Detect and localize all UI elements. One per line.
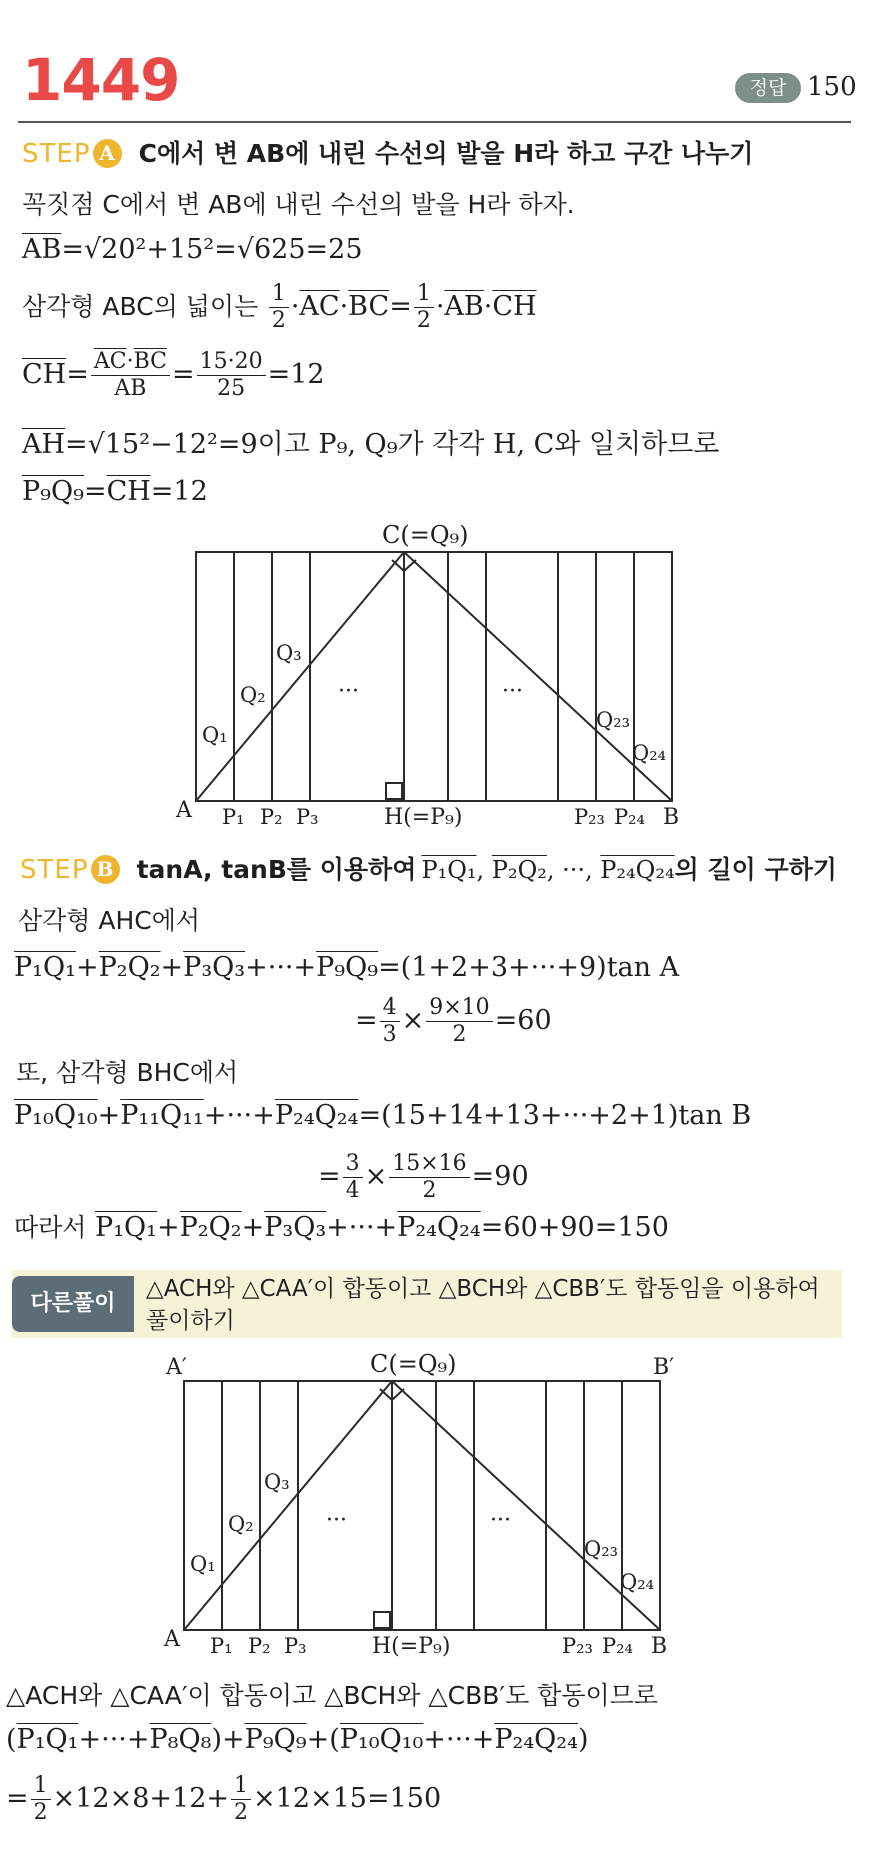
ab-segment: $\overline{AB}$ (22, 234, 62, 265)
calc1-frac (380, 996, 400, 1047)
d2-label-b: B (651, 1634, 668, 1659)
ah-equation (22, 429, 719, 461)
alt-result-line (6, 1774, 441, 1825)
step-b-item-2: P₂Q₂ (491, 856, 547, 884)
step-a-line1: 꼭짓점 C에서 변 AB에 내린 수선의 발을 H라 하자. (22, 190, 575, 219)
ah-segment: $\overline{AH}$ (22, 429, 66, 460)
step-b-tag: STEP (20, 855, 89, 885)
step-b-heading: STEP B tanA, tanB를 이용하여 P₁Q₁, P₂Q₂, ···, P₂₄Q₂₄의 길이 구하기 (20, 855, 837, 885)
area-equation: 삼각형 ABC의 넓이는 $\frac{1}{2}$ $\cdot\overline{AC}\cdot\overline{BC}=$ $\frac{1}{2}$ $\cdot\overline{AB}\cdot\overline{CH}$ (22, 281, 537, 333)
ch-equation: $\overline{CH}=$ $\frac{\overline{AC}\cdot\overline{BC}}{AB}$ = $\frac{15\cdot 20}{25}$ =12 (22, 349, 325, 401)
d1-label-p24: P₂₄ (614, 805, 645, 829)
alt-half-2 (231, 1774, 251, 1825)
calc2-den: 4 (345, 1178, 360, 1203)
d2-label-q1: Q₁ (190, 1552, 216, 1576)
ah-rhs: =√15²−12²=9이고 P₉, Q₉가 각각 H, C와 일치하므로 (65, 429, 720, 460)
d2-label-q23: Q₂₃ (584, 1537, 619, 1561)
header-divider (18, 121, 851, 123)
d1-label-q2: Q₂ (240, 683, 266, 707)
d1-label-q24: Q₂₄ (632, 741, 667, 765)
d1-label-q3: Q₃ (276, 641, 302, 665)
calc2-frac (343, 1152, 363, 1203)
alt-solution-badge: 다른풀이 (12, 1276, 134, 1332)
d1-label-p1: P₁ (222, 805, 245, 829)
ch-den2: 25 (217, 376, 246, 401)
d1-right-angle-h (386, 783, 402, 799)
d2-label-c: C(=Q₉) (370, 1350, 457, 1378)
calc1-num2: 9×10 (426, 996, 492, 1022)
sum2-t3: P₂₄Q₂₄ (274, 1100, 359, 1131)
step-b-title-post: 의 길이 구하기 (674, 855, 837, 884)
half-den: 2 (271, 308, 286, 333)
ch-frac-den: AB (114, 376, 147, 401)
d2-rectangle (184, 1381, 660, 1630)
total-prefix: 따라서 (14, 1213, 87, 1242)
alt-result-end: ×12×15=150 (253, 1783, 442, 1814)
step-b-title-pre: tanA, tanB를 이용하여 (136, 855, 417, 884)
d2-label-bprime: B′ (653, 1355, 675, 1380)
alt-sum-line: (P₁Q₁+···+P₈Q₈)+P₉Q₉+(P₁₀Q₁₀+···+P₂₄Q₂₄) (6, 1724, 589, 1755)
d2-label-p24: P₂₄ (602, 1634, 633, 1658)
alt-result-pre: = (6, 1783, 29, 1814)
ac-segment: $\overline{AC}$ (299, 291, 340, 322)
total-t4: P₂₄Q₂₄ (397, 1212, 481, 1243)
total-t2: P₂Q₂ (179, 1212, 242, 1243)
ab-rhs: =√20²+15²=√625=25 (61, 234, 363, 265)
calc2-num: 3 (343, 1152, 363, 1178)
calc2-result: =90 (471, 1161, 529, 1192)
d2-right-angle-h (374, 1612, 390, 1628)
d2-label-h: H(=P₉) (372, 1634, 451, 1659)
calc1-den2: 2 (452, 1022, 467, 1047)
sum1-t3: P₃Q₃ (183, 952, 246, 983)
d1-label-b: B (663, 805, 680, 830)
d2-dots-right: ··· (490, 1508, 511, 1533)
half-num: 1 (269, 282, 289, 308)
pq9-segment: P₉Q₉ (22, 476, 84, 507)
alt-half-2-num: 1 (231, 1774, 251, 1800)
d2-label-a: A (164, 1627, 180, 1652)
d1-label-q23: Q₂₃ (596, 708, 631, 732)
answer-badge: 정답 (735, 73, 801, 103)
d1-dots-left: ··· (338, 679, 359, 704)
step-b-item-1: P₁Q₁ (421, 856, 477, 884)
alt-solution-title: △ACH와 △CAA′이 합동이고 △BCH와 △CBB′도 합동임을 이용하여 풀이하기 (146, 1276, 820, 1334)
d2-label-p23: P₂₃ (562, 1634, 593, 1658)
d2-label-aprime: A′ (166, 1355, 187, 1380)
half-den-2: 2 (416, 308, 431, 333)
step-b-letter: B (91, 855, 120, 884)
d1-label-h: H(=P₉) (384, 805, 463, 830)
alt-t5: P₂₄Q₂₄ (494, 1724, 578, 1755)
sum2-t1: P₁₀Q₁₀ (14, 1100, 98, 1131)
alt-line1: △ACH와 △CAA′이 합동이고 △BCH와 △CBB′도 합동이므로 (6, 1681, 658, 1710)
half-fraction-2 (414, 282, 434, 333)
area-prefix: 삼각형 ABC의 넓이는 (22, 292, 259, 321)
calc1-den: 3 (382, 1022, 397, 1047)
diagram-1 (0, 515, 886, 835)
ch-fraction: $\frac{\overline{AC}\cdot\overline{BC}}{AB}$ (91, 350, 170, 401)
d2-vertical-lines (222, 1381, 622, 1630)
step-a-heading (22, 134, 753, 170)
calc1-num: 4 (380, 996, 400, 1022)
alt-t1: P₁Q₁ (16, 1724, 79, 1755)
alt-t3: P₉Q₉ (244, 1724, 307, 1755)
d1-label-p3: P₃ (296, 805, 319, 829)
step-a-letter: A (93, 139, 122, 168)
bc-segment: $\overline{BC}$ (348, 291, 390, 322)
pq9-eq: = (83, 476, 107, 507)
sum1-t2: P₂Q₂ (98, 952, 161, 983)
alt-t4: P₁₀Q₁₀ (339, 1724, 424, 1755)
d1-dots-right: ··· (502, 679, 523, 704)
d1-label-q1: Q₁ (202, 723, 228, 747)
sum1-rhs: =(1+2+3+···+9)tan A (378, 952, 680, 983)
ab-equation (22, 234, 363, 266)
ahc-line: 삼각형 AHC에서 (18, 906, 201, 935)
ab-segment-2: $\overline{AB}$ (444, 291, 484, 322)
d2-label-p1: P₁ (210, 1634, 233, 1658)
calc2-frac2 (389, 1152, 469, 1203)
alt-t2: P₈Q₈ (149, 1724, 212, 1755)
d2-label-p3: P₃ (284, 1634, 307, 1658)
alt-half-1-num: 1 (31, 1774, 51, 1800)
d1-label-p2: P₂ (260, 805, 283, 829)
problem-number: 1449 (22, 46, 180, 114)
sum2-rhs: =(15+14+13+···+2+1)tan B (358, 1100, 752, 1131)
pq9-result: =12 (150, 476, 208, 507)
ch-frac-bc: $\overline{BC}$ (133, 349, 167, 374)
diagram-2 (0, 1344, 886, 1664)
alt-half-1-den: 2 (33, 1800, 48, 1825)
d2-label-q3: Q₃ (264, 1470, 290, 1494)
d1-label-p23: P₂₃ (574, 805, 605, 829)
calc1-frac2 (426, 996, 492, 1047)
sum2-t2: P₁₁Q₁₁ (120, 1100, 204, 1131)
step-a-tag: STEP (22, 139, 91, 169)
d1-rectangle (196, 552, 672, 801)
d1-label-c: C(=Q₉) (382, 521, 469, 549)
d1-vertical-lines (234, 552, 634, 801)
calc2-den2: 2 (422, 1178, 437, 1203)
pq9-ch: $\overline{CH}$ (106, 476, 151, 507)
d2-side-ac (184, 1381, 392, 1630)
ch-segment: $\overline{CH}$ (492, 291, 537, 322)
calc2-line: = $\frac{3}{4}$ × $\frac{15\times 16}{2}$ =90 (318, 1151, 529, 1203)
answer-value: 150 (807, 72, 857, 102)
bhc-line: 또, 삼각형 BHC에서 (16, 1058, 239, 1087)
calc1-result: =60 (494, 1005, 552, 1036)
total-t3: P₃Q₃ (264, 1212, 327, 1243)
total-line: 따라서 P₁Q₁+P₂Q₂+P₃Q₃+···+P₂₄Q₂₄=60+90=150 (14, 1212, 669, 1243)
total-rhs: =60+90=150 (480, 1212, 669, 1243)
ch-lhs: $\overline{CH}$ (22, 359, 67, 390)
half-num-2: 1 (414, 282, 434, 308)
ch-num2: 15·20 (197, 350, 266, 376)
d2-dots-left: ··· (326, 1508, 347, 1533)
d2-label-p2: P₂ (248, 1634, 271, 1658)
sum1-t4: P₉Q₉ (316, 952, 379, 983)
step-a-title: C에서 변 AB에 내린 수선의 발을 H라 하고 구간 나누기 (138, 139, 754, 168)
calc1-line: = $\frac{4}{3}$ × $\frac{9\times 10}{2}$ =60 (355, 995, 552, 1047)
pq9-equation (22, 476, 208, 508)
half-fraction (269, 282, 289, 333)
total-t1: P₁Q₁ (95, 1212, 157, 1243)
d2-label-q24: Q₂₄ (620, 1570, 655, 1594)
alt-half-2-den: 2 (234, 1800, 249, 1825)
calc2-num2: 15×16 (389, 1152, 469, 1178)
sum1-t1: P₁Q₁ (14, 952, 76, 983)
d1-side-ac (196, 552, 404, 801)
d1-label-a: A (176, 798, 192, 823)
sum2-line: P₁₀Q₁₀+P₁₁Q₁₁+···+P₂₄Q₂₄=(15+14+13+···+2+1)tan B (14, 1100, 752, 1131)
alt-result-mid: ×12×8+12+ (52, 1783, 230, 1814)
ch-fraction-2 (197, 350, 266, 401)
sum1-line: P₁Q₁+P₂Q₂+P₃Q₃+···+P₉Q₉=(1+2+3+···+9)tan A (14, 952, 680, 983)
alt-half-1 (31, 1774, 51, 1825)
ch-frac-ac: $\overline{AC}$ (93, 349, 127, 374)
step-b-item-3: P₂₄Q₂₄ (600, 856, 675, 884)
ch-result: =12 (267, 359, 325, 390)
d2-label-q2: Q₂ (228, 1512, 254, 1536)
